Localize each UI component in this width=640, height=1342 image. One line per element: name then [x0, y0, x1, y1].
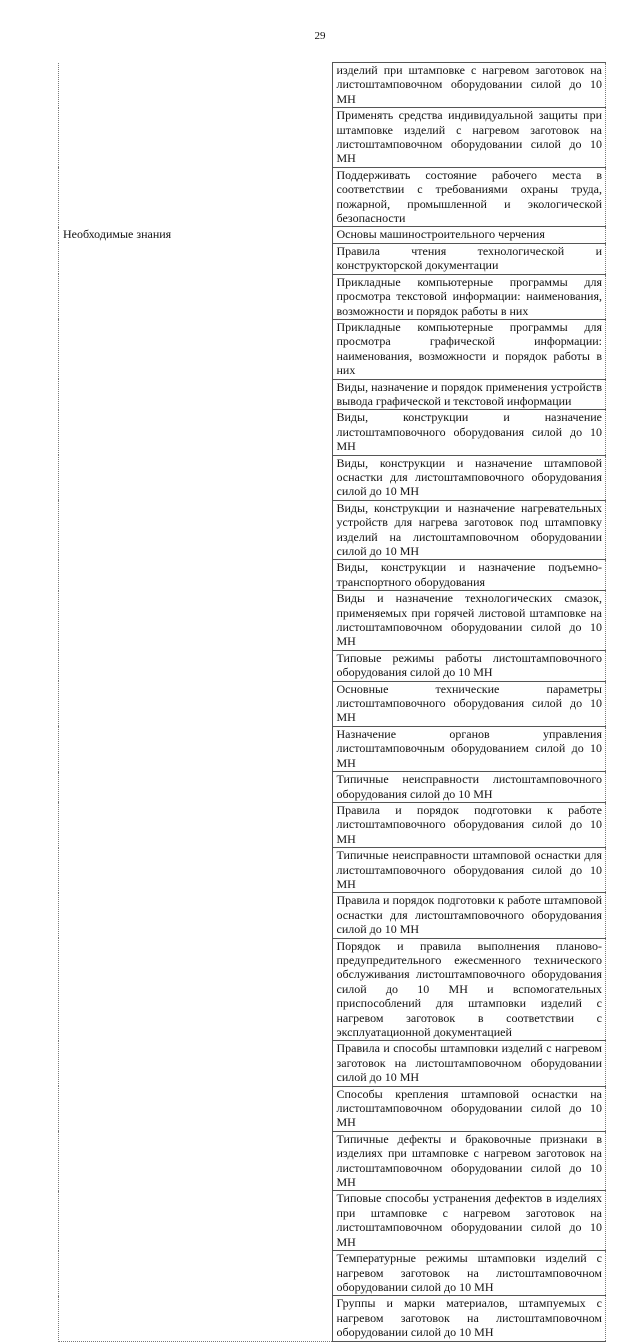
table-row [59, 167, 606, 227]
empty-label-cell [59, 63, 333, 108]
page-number: 29 [314, 30, 326, 42]
table-cell: Правила и способы штамповки изделий с нагревом заготовок на листоштамповочном оборудовании силой до 10 МН [332, 1041, 606, 1086]
table-cell: изделий при штамповке с нагревом заготовок на листоштамповочном оборудовании силой до 10 МН [332, 63, 606, 108]
table-cell: Виды, конструкции и назначение подъемно-транспортного оборудования [332, 560, 606, 591]
table-cell: Применять средства индивидуальной защиты при штамповке изделий с нагревом заготовок на листоштамповочном оборудовании силой до 10 МН [332, 108, 606, 168]
table-cell: Типичные неисправности штамповой оснастки для листоштамповочного оборудования силой до 10 МН [332, 848, 606, 893]
table-cell: Назначение органов управления листоштамповочным оборудованием силой до 10 МН [332, 726, 606, 771]
table-cell: Типовые способы устранения дефектов в изделиях при штамповке с нагревом заготовок на листоштамповочном оборудовании силой до 10 МН [332, 1191, 606, 1251]
table-cell: Виды, конструкции и назначение штамповой оснастки для листоштамповочного оборудования силой до 10 МН [332, 455, 606, 500]
requirements-table-grid [58, 62, 606, 1342]
table-cell: Температурные режимы штамповки изделий с нагревом заготовок на листоштамповочном оборудовании силой до 10 МН [332, 1251, 606, 1296]
table-cell: Типовые режимы работы листоштамповочного оборудования силой до 10 МН [332, 650, 606, 681]
table-cell: Виды и назначение технологических смазок, применяемых при горячей листовой штамповке на листоштамповочном оборудовании силой до 10 МН [332, 591, 606, 651]
table-cell: Типичные дефекты и браковочные признаки в изделиях при штамповке с нагревом заготовок на листоштамповочном оборудовании силой до 10 МН [332, 1131, 606, 1191]
table-cell: Прикладные компьютерные программы для просмотра графической информации: наименования, возможности и порядок работы в них [332, 319, 606, 379]
table-cell: Основы машиностроительного черчения [332, 227, 606, 243]
table-cell: Виды, конструкции и назначение листоштамповочного оборудования силой до 10 МН [332, 410, 606, 455]
empty-label-cell [59, 108, 333, 168]
table-cell: Основные технические параметры листоштамповочного оборудования силой до 10 МН [332, 681, 606, 726]
table-cell: Порядок и правила выполнения планово-предупредительного ежесменного технического обслуживания листоштамповочного оборудования силой до 10 МН и вспомогательных приспособлений для штамповки изделий с нагревом заготовок в соответствии с эксплуатационной документацией [332, 938, 606, 1041]
requirements-table [58, 62, 606, 1342]
table-row [59, 63, 606, 108]
table-cell: Способы крепления штамповой оснастки на листоштамповочном оборудовании силой до 10 МН [332, 1086, 606, 1131]
table-cell: Виды, конструкции и назначение нагревательных устройств для нагрева заготовок под штамповку изделий на листоштамповочном оборудовании силой до 10 МН [332, 500, 606, 560]
section-label-knowledge: Необходимые знания [59, 227, 333, 1341]
table-cell: Группы и марки материалов, штампуемых с нагревом заготовок на листоштамповочном оборудовании силой до 10 МН [332, 1296, 606, 1341]
table-row [59, 108, 606, 168]
table-cell: Типичные неисправности листоштамповочного оборудования силой до 10 МН [332, 772, 606, 803]
table-cell: Правила и порядок подготовки к работе штамповой оснастки для листоштамповочного оборудования силой до 10 МН [332, 893, 606, 938]
empty-label-cell [59, 167, 333, 227]
table-cell: Виды, назначение и порядок применения устройств вывода графической и текстовой информации [332, 379, 606, 410]
table-cell: Поддерживать состояние рабочего места в соответствии с требованиями охраны труда, пожарной, промышленной и экологической безопасности [332, 167, 606, 227]
table-cell: Правила чтения технологической и конструкторской документации [332, 243, 606, 274]
table-row [59, 227, 606, 243]
table-cell: Прикладные компьютерные программы для просмотра текстовой информации: наименования, возможности и порядок работы в них [332, 274, 606, 319]
table-cell: Правила и порядок подготовки к работе листоштамповочного оборудования силой до 10 МН [332, 802, 606, 847]
